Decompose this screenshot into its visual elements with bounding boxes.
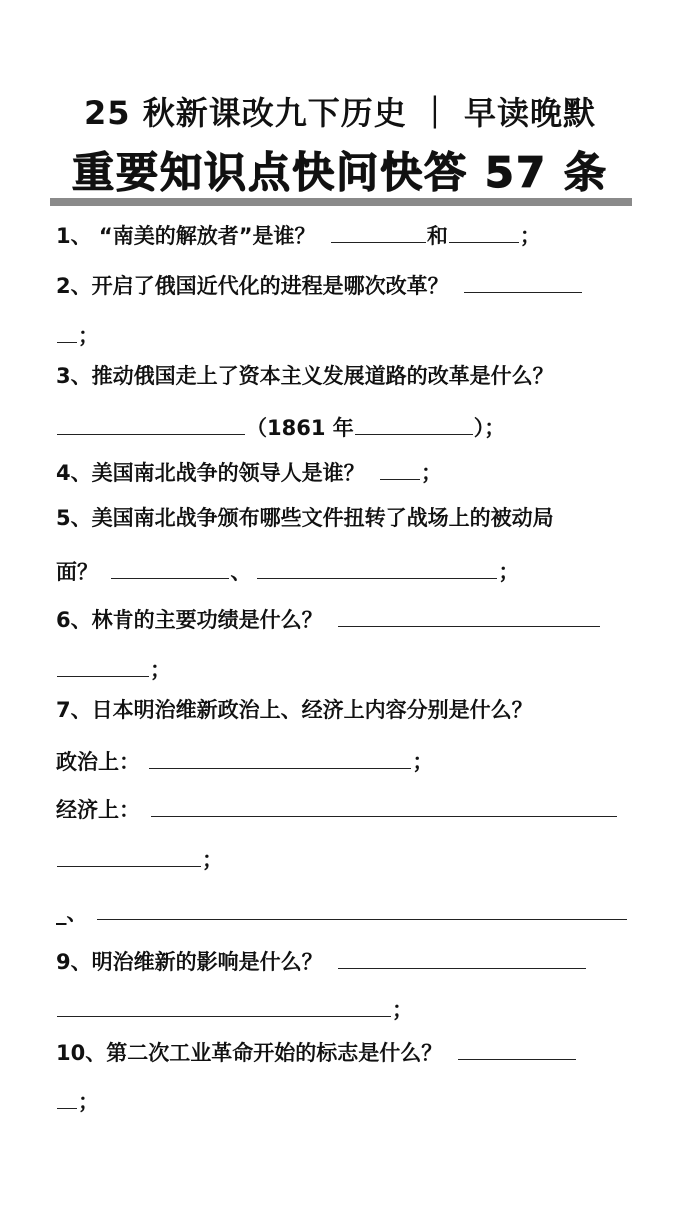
question-text: 9、明治维新的影响是什么？ xyxy=(56,950,323,974)
answer-blank[interactable] xyxy=(338,600,600,627)
question-7-economy-cont xyxy=(56,840,223,874)
end-punct: ； xyxy=(150,658,171,682)
question-text: 6、林肯的主要功绩是什么？ xyxy=(56,608,323,632)
end-punct: ； xyxy=(78,1090,99,1114)
answer-blank[interactable] xyxy=(449,216,519,243)
answer-blank[interactable] xyxy=(458,1033,576,1060)
question-9 xyxy=(56,942,587,976)
header-divider xyxy=(50,198,632,206)
title-line-1: 25 秋新课改九下历史 ｜ 早读晚默 xyxy=(84,94,596,132)
question-2 xyxy=(56,266,583,300)
question-3 xyxy=(56,359,554,393)
question-text: 7、日本明治维新政治上、经济上内容分别是什么？ xyxy=(56,698,533,722)
end-punct: ； xyxy=(412,750,434,774)
answer-blank[interactable] xyxy=(57,408,245,435)
question-2-cont xyxy=(56,316,99,350)
question-1 xyxy=(56,216,541,250)
question-text-cont: 面？ xyxy=(56,560,98,584)
question-6-cont xyxy=(56,650,171,684)
question-8-fragment xyxy=(56,893,628,927)
question-text: 5、美国南北战争颁布哪些文件扭转了战场上的被动局 xyxy=(56,506,554,530)
politics-label: 政治上： xyxy=(56,750,140,774)
connector-text: 和 xyxy=(426,224,448,248)
answer-blank[interactable] xyxy=(355,408,473,435)
answer-blank[interactable] xyxy=(257,552,497,579)
question-3-cont xyxy=(56,408,505,442)
answer-blank[interactable] xyxy=(57,840,201,867)
question-text: 4、美国南北战争的领导人是谁？ xyxy=(56,461,365,485)
question-7-politics xyxy=(56,742,433,776)
question-10-cont xyxy=(56,1082,99,1116)
end-punct: ； xyxy=(392,998,413,1022)
question-5-cont xyxy=(56,552,519,586)
question-10 xyxy=(56,1033,577,1067)
question-9-cont xyxy=(56,990,413,1024)
end-punct: ； xyxy=(78,324,99,348)
answer-blank[interactable] xyxy=(464,266,582,293)
question-text: 3、推动俄国走上了资本主义发展道路的改革是什么？ xyxy=(56,364,554,388)
answer-blank[interactable] xyxy=(57,1082,77,1109)
title-line-2: 重要知识点快问快答 57 条 xyxy=(72,148,608,197)
answer-blank[interactable] xyxy=(111,552,229,579)
answer-blank[interactable] xyxy=(57,650,149,677)
answer-blank[interactable] xyxy=(57,990,391,1017)
question-5 xyxy=(56,501,554,535)
answer-blank[interactable] xyxy=(151,790,617,817)
answer-blank[interactable] xyxy=(331,216,426,243)
question-7-economy xyxy=(56,790,618,824)
end-punct: ； xyxy=(420,461,442,485)
question-6 xyxy=(56,600,601,634)
answer-blank[interactable] xyxy=(57,316,77,343)
separator: 、 xyxy=(230,560,252,584)
question-text: _、 xyxy=(56,901,88,925)
question-text: 2、开启了俄国近代化的进程是哪次改革？ xyxy=(56,274,449,298)
question-4 xyxy=(56,453,442,487)
end-punct: ）； xyxy=(473,416,506,440)
answer-blank[interactable] xyxy=(97,893,627,920)
answer-blank[interactable] xyxy=(338,942,586,969)
answer-blank[interactable] xyxy=(149,742,411,769)
year-label: （1861 年 xyxy=(246,416,354,440)
end-punct: ； xyxy=(202,848,223,872)
question-text: 1、 “南美的解放者”是谁？ xyxy=(56,224,316,248)
economy-label: 经济上： xyxy=(56,798,140,822)
answer-blank[interactable] xyxy=(380,453,420,480)
end-punct: ； xyxy=(498,560,520,584)
question-7 xyxy=(56,693,533,727)
end-punct: ； xyxy=(519,224,541,248)
question-text: 10、第二次工业革命开始的标志是什么？ xyxy=(56,1041,443,1065)
